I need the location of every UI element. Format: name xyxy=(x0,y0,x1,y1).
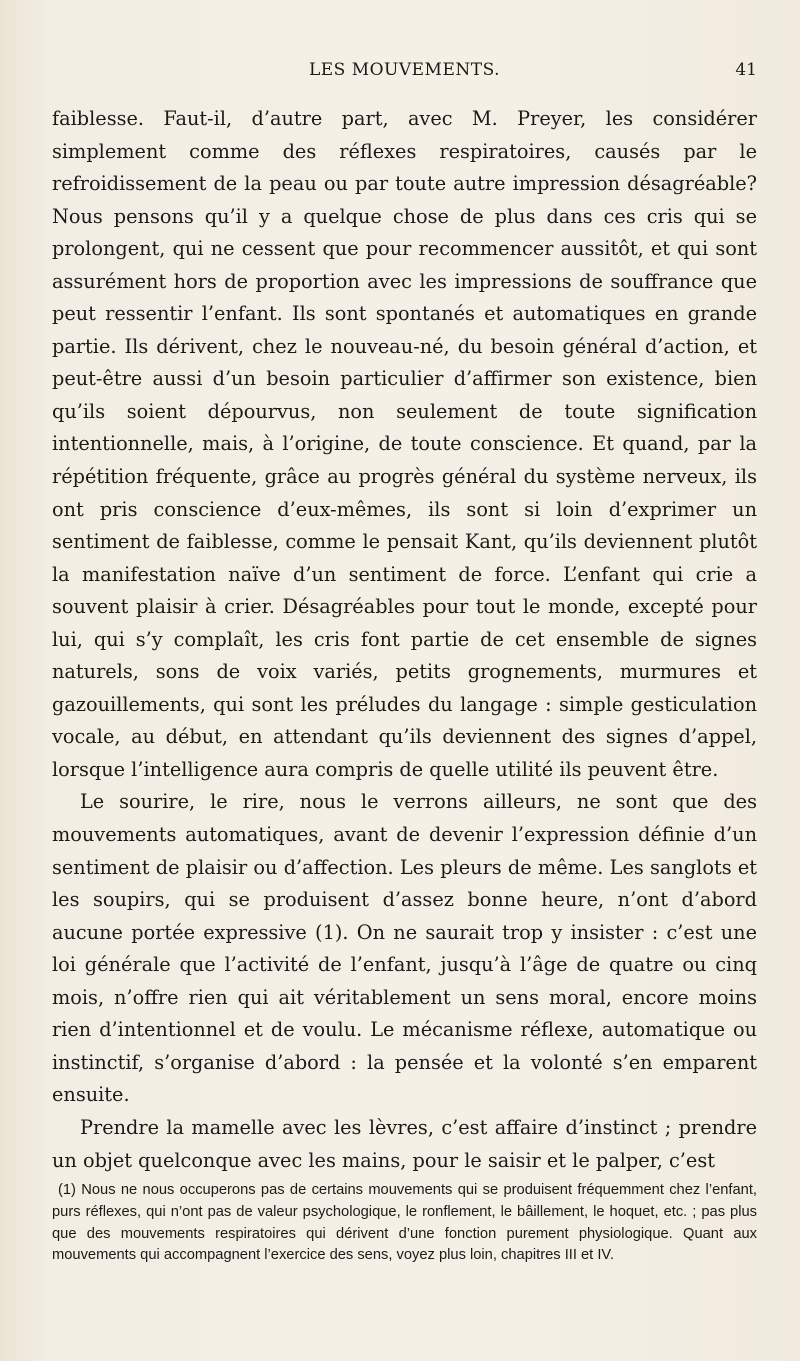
body-text xyxy=(52,103,757,1267)
running-title: LES MOUVEMENTS. xyxy=(308,60,501,80)
page-number: 41 xyxy=(735,60,757,80)
paragraph-1: faiblesse. Faut-il, d’autre part, avec M. Preyer, les considérer simplement comme des réflexes respiratoires, causés par le refroidissement de la peau ou par toute autre impression désagréable? Nous pensons qu’il y a quelque chose de plus dans ces cris qui se prolongent, qui ne cessent que pour recommencer aussitôt, et qui sont assurément hors de proportion avec les impressions de souffrance que peut ressentir l’enfant. Ils sont spontanés et automatiques en grande partie. Ils dérivent, chez le nouveau-né, du besoin général d’action, et peut-être aussi d’un besoin particulier d’affirmer son existence, bien qu’ils soient dépourvus, non seulement de toute signification intentionnelle, mais, à l’origine, de toute conscience. Et quand, par la répétition fréquente, grâce au progrès général du système nerveux, ils ont pris conscience d’eux-mêmes, ils sont si loin d’exprimer un sentiment de faiblesse, comme le pensait Kant, qu’ils deviennent plutôt la manifestation naïve d’un sentiment de force. L’enfant qui crie a souvent plaisir à crier. Désagréables pour tout le monde, excepté pour lui, qui s’y complaît, les cris font partie de cet ensemble de signes naturels, sons de voix variés, petits grognements, murmures et gazouillements, qui sont les préludes du langage : simple gesticulation vocale, au début, en attendant qu’ils deviennent des signes d’appel, lorsque l’intelligence aura compris de quelle utilité ils peuvent être. xyxy=(52,107,757,781)
footnote: (1) Nous ne nous occuperons pas de certains mouvements qui se produisent fréquemment chez l’enfant, purs réflexes, qui n’ont pas de valeur psychologique, le ronflement, le bâillement, le hoquet, etc. ; pas plus que des mouvements respiratoires qui dérivent d’une fonction purement physiologique. Quant aux mouvements qui accompagnent l’exercice des sens, voyez plus loin, chapitres III et IV. xyxy=(52,1182,757,1264)
page-header xyxy=(52,60,757,84)
paragraph-2: Le sourire, le rire, nous le verrons ailleurs, ne sont que des mouvements automatiques, avant de devenir l’expression définie d’un sentiment de plaisir ou d’affection. Les pleurs de même. Les sanglots et les soupirs, qui se produisent d’assez bonne heure, n’ont d’abord aucune portée expressive (1). On ne saurait trop y insister : c’est une loi générale que l’activité de l’enfant, jusqu’à l’âge de quatre ou cinq mois, n’offre rien qui ait véritablement un sens moral, encore moins rien d’intentionnel et de voulu. Le mécanisme réflexe, automatique ou instinctif, s’organise d’abord : la pensée et la volonté s’en emparent ensuite. xyxy=(52,790,757,1107)
paragraph-3: Prendre la mamelle avec les lèvres, c’est affaire d’instinct ; prendre un objet quelconque avec les mains, pour le saisir et le palper, c’est xyxy=(52,1115,757,1172)
